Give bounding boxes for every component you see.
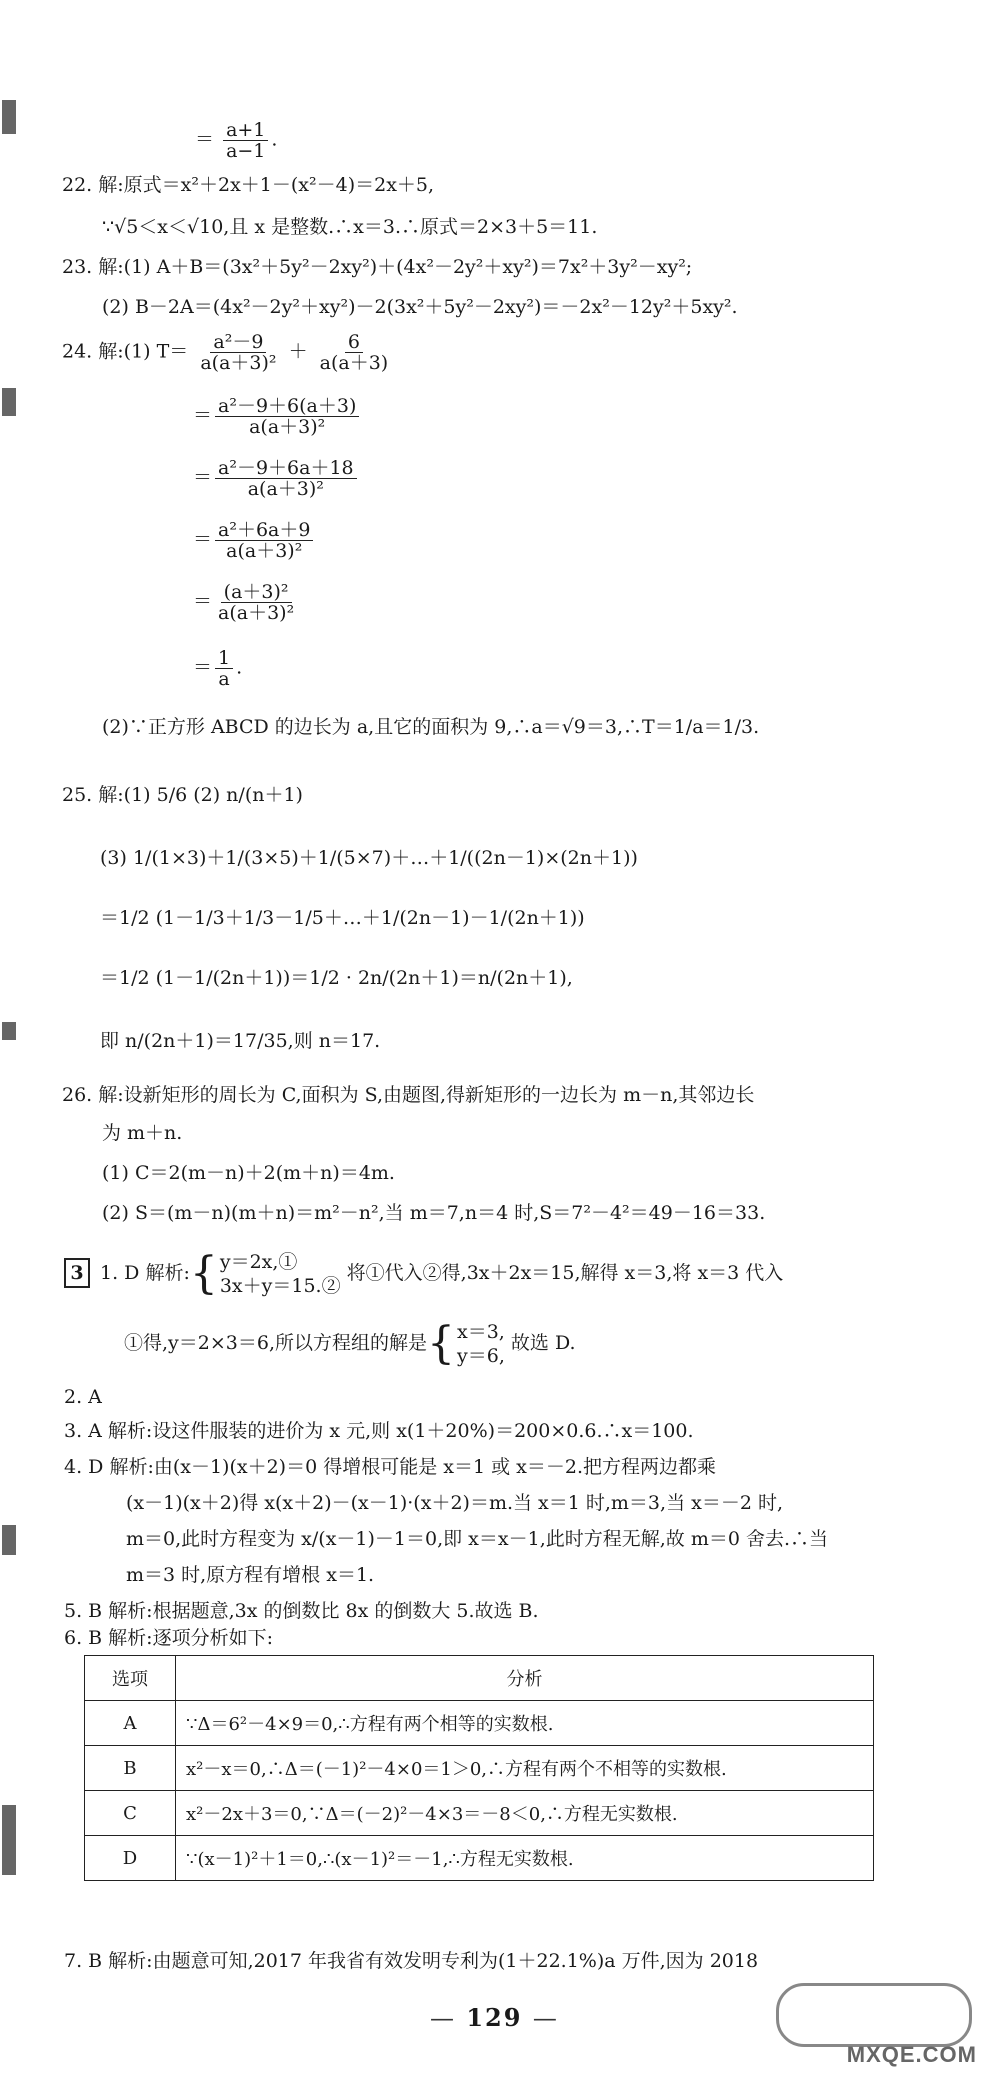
watermark-text: MXQE.COM <box>846 2042 977 2067</box>
fraction <box>197 332 279 373</box>
fraction-denominator: a−1 <box>226 140 266 162</box>
solution-x: x＝3, <box>457 1321 505 1343</box>
row-analysis: x²－x＝0,∴Δ＝(－1)²－4×0＝1＞0,∴方程有两个不相等的实数根. <box>176 1746 874 1791</box>
fraction <box>215 582 297 623</box>
s3-q7: 7. B 解析:由题意可知,2017 年我省有效发明专利为(1＋22.1%)a 万件,因为 2018 <box>64 1950 759 1972</box>
fraction-numerator: a²－9＋6a＋18 <box>215 458 357 479</box>
fraction-denominator: a(a＋3) <box>319 352 389 374</box>
fraction <box>223 120 268 161</box>
s3-q4-line-4: m＝3 时,原方程有增根 x＝1. <box>126 1564 375 1586</box>
solution-y: y＝6, <box>457 1345 505 1367</box>
s3-q4-line-3: m＝0,此时方程变为 x/(x－1)－1＝0,即 x＝x－1,此时方程无解,故 m＝0 舍去.∴当 <box>126 1528 829 1550</box>
fraction-numerator: a²＋6a＋9 <box>215 520 313 541</box>
fraction-denominator: a(a＋3)² <box>200 352 277 374</box>
fraction <box>215 648 233 689</box>
q24-step-6: ＝ $\frac{1}{a}$ . <box>193 647 243 690</box>
q26-line-3: (1) C＝2(m－n)＋2(m＋n)＝4m. <box>102 1162 395 1184</box>
watermark-ring <box>776 1983 972 2047</box>
q24-step-4: ＝ $\frac{\text{a²＋6a＋9}}{\text{a(a＋3)²}}$ <box>193 520 316 561</box>
fraction-denominator: a(a＋3)² <box>249 416 326 438</box>
s3-q6: 6. B 解析:逐项分析如下: <box>64 1627 273 1649</box>
section-number-box: 3 <box>64 1258 90 1288</box>
q23-line-2: (2) B－2A＝(4x²－2y²＋xy²)－2(3x²＋5y²－2xy²)＝－2x²－12y²＋5xy². <box>102 296 738 318</box>
row-analysis: x²－2x＋3＝0,∵Δ＝(－2)²－4×3＝－8＜0,∴方程无实数根. <box>176 1791 874 1836</box>
page-number <box>430 2003 559 2032</box>
brace: { <box>189 1248 218 1299</box>
q25-line-4: ＝1/2 (1－1/3＋1/3－1/5＋…＋1/(2n－1)－1/(2n＋1)) <box>100 907 585 929</box>
header-analysis: 分析 <box>176 1656 874 1701</box>
fraction <box>215 458 357 499</box>
q24-part-2: (2)∵正方形 ABCD 的边长为 a,且它的面积为 9,∴a＝√9＝3,∴T＝1/a＝1/3. <box>102 716 760 738</box>
margin-mark <box>2 388 16 416</box>
fraction-denominator: a(a＋3)² <box>226 540 303 562</box>
q22-line-2: ∵√5＜x＜√10,且 x 是整数.∴x＝3.∴原式＝2×3＋5＝11. <box>102 216 598 238</box>
fraction-numerator: 1 <box>215 648 233 669</box>
s3-q1-line-2 <box>124 1318 576 1368</box>
q1-answer: 1. D 解析: <box>100 1262 190 1284</box>
q23-line-1: 23. 解:(1) A＋B＝(3x²＋5y²－2xy²)＋(4x²－2y²＋xy²)＝7x²＋3y²－xy²; <box>62 256 693 278</box>
analysis-table <box>84 1655 874 1881</box>
plus-sign: ＋ <box>288 340 308 363</box>
q24-step-2: ＝ $\frac{\text{a²－9＋6(a＋3)}}{\text{a(a＋3)²}}$ <box>193 396 362 437</box>
header-option: 选项 <box>85 1656 176 1701</box>
table-header-row <box>85 1656 874 1701</box>
margin-mark <box>2 1805 16 1875</box>
row-option: C <box>85 1791 176 1836</box>
q26-line-4: (2) S＝(m－n)(m＋n)＝m²－n²,当 m＝7,n＝4 时,S＝7²－4²＝49－16＝33. <box>102 1202 766 1224</box>
fraction-numerator: a²－9＋6(a＋3) <box>215 396 359 417</box>
q22-line-1: 22. 解:原式＝x²＋2x＋1－(x²－4)＝2x＋5, <box>62 174 435 196</box>
margin-mark <box>2 1022 16 1040</box>
s3-q2: 2. A <box>64 1386 102 1408</box>
s3-q4-line-1: 4. D 解析:由(x－1)(x＋2)＝0 得增根可能是 x＝1 或 x＝－2.把方程两边都乘 <box>64 1456 716 1478</box>
fraction-numerator: (a＋3)² <box>221 582 292 603</box>
q25-line-6: 即 n/(2n＋1)＝17/35,则 n＝17. <box>100 1030 381 1052</box>
q24-line-1 <box>62 332 394 373</box>
q25-line-1: 25. 解:(1) 5/6 (2) n/(n＋1) <box>62 784 303 806</box>
page-number-value: 129 <box>466 2003 523 2032</box>
equation-system <box>220 1250 341 1298</box>
s3-q3: 3. A 解析:设这件服装的进价为 x 元,则 x(1＋20%)＝200×0.6.∴x＝100. <box>64 1420 694 1442</box>
q24-label: 24. 解:(1) T＝ <box>62 340 189 363</box>
q1-choice: 故选 D. <box>510 1332 576 1354</box>
fraction-denominator: a(a＋3)² <box>218 602 295 624</box>
q25-line-3: (3) 1/(1×3)＋1/(3×5)＋1/(5×7)＋…＋1/((2n－1)×(2n＋1)) <box>100 847 638 869</box>
margin-mark <box>2 1525 16 1555</box>
table-row <box>85 1836 874 1881</box>
fraction-numerator: 6 <box>345 332 363 353</box>
equation-2: 3x＋y＝15.② <box>219 1275 341 1297</box>
fraction-denominator: a <box>218 668 230 690</box>
q24-step-5: ＝ $\frac{\text{(a＋3)²}}{\text{a(a＋3)²}}$ <box>193 582 300 623</box>
fraction-denominator: a(a＋3)² <box>247 478 324 500</box>
fraction <box>215 520 313 561</box>
table-row <box>85 1746 874 1791</box>
fraction-numerator: a²－9 <box>210 332 266 353</box>
fraction <box>215 396 359 437</box>
row-option: B <box>85 1746 176 1791</box>
q26-line-2: 为 m＋n. <box>102 1122 183 1144</box>
row-option: D <box>85 1836 176 1881</box>
solution-system <box>457 1320 505 1368</box>
fraction <box>317 332 392 373</box>
row-analysis: ∵Δ＝6²－4×9＝0,∴方程有两个相等的实数根. <box>176 1701 874 1746</box>
q24-step-3: ＝ $\frac{\text{a²－9＋6a＋18}}{\text{a(a＋3)²}}$ <box>193 458 360 499</box>
table-row <box>85 1791 874 1836</box>
brace: { <box>427 1318 455 1369</box>
q25-line-5: ＝1/2 (1－1/(2n＋1))＝1/2 · 2n/(2n＋1)＝n/(2n＋1), <box>100 967 573 989</box>
equation-1: y＝2x,① <box>219 1251 298 1273</box>
margin-mark <box>2 100 16 134</box>
q26-line-1: 26. 解:设新矩形的周长为 C,面积为 S,由题图,得新矩形的一边长为 m－n,其邻边长 <box>62 1084 755 1106</box>
s3-q5-visible: 5. B 解析:根据题意,3x 的倒数比 8x 的倒数大 5.故选 B. <box>64 1600 539 1622</box>
row-analysis: ∵(x－1)²＋1＝0,∴(x－1)²＝－1,∴方程无实数根. <box>176 1836 874 1881</box>
dash-right: — <box>532 2004 559 2032</box>
top-fraction-line: ＝ $\frac{a+1}{a-1}$ . <box>195 119 278 162</box>
s3-q4-line-2: (x－1)(x＋2)得 x(x＋2)－(x－1)·(x＋2)＝m.当 x＝1 时,m＝3,当 x＝－2 时, <box>126 1492 783 1514</box>
fraction-numerator: a+1 <box>223 120 268 141</box>
row-option: A <box>85 1701 176 1746</box>
q1-solution-text: ①得,y＝2×3＝6,所以方程组的解是 <box>124 1332 427 1354</box>
table-row <box>85 1701 874 1746</box>
dash-left: — <box>430 2004 456 2032</box>
s3-q1-line-1 <box>64 1248 783 1298</box>
q1-explanation: 将①代入②得,3x＋2x＝15,解得 x＝3,将 x＝3 代入 <box>346 1262 784 1284</box>
watermark-logo <box>772 1975 982 2070</box>
